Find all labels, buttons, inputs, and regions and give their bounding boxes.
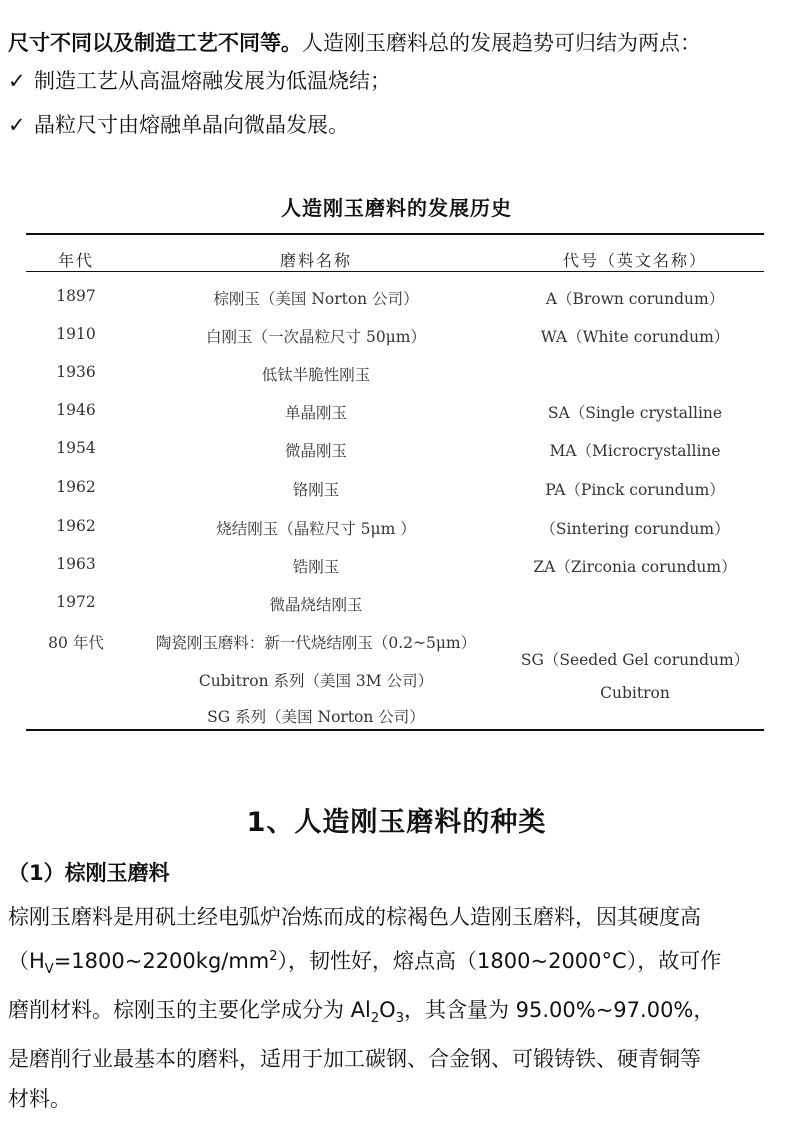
- bullet-item: [8, 110, 349, 140]
- merged-code-cell: Cubitron: [600, 684, 670, 702]
- section-title: 1、人造刚玉磨料的种类: [246, 807, 547, 838]
- table-row-year-cell: 1936: [56, 363, 96, 381]
- text-run: （H: [8, 949, 45, 973]
- intro-line: [8, 28, 701, 58]
- check-icon: ✓: [8, 113, 26, 137]
- table-top-rule: [26, 233, 764, 235]
- check-icon: ✓: [8, 69, 26, 93]
- text-run: ，其含量为 95.00%~97.00%，: [403, 998, 715, 1023]
- table-row-name-cell: 铬刚玉: [292, 481, 340, 499]
- table-row-name-cell: 微晶刚玉: [284, 442, 347, 460]
- table-row-year-cell: 1946: [56, 401, 96, 419]
- text-run: O: [379, 998, 396, 1023]
- column-header-code: 代号（英文名称）: [562, 251, 707, 270]
- table-row-code-cell: SA（Single crystalline: [547, 404, 723, 422]
- table-row-name-cell: Cubitron 系列（美国 3M 公司）: [198, 672, 434, 690]
- table-row-year-cell: 1972: [56, 593, 96, 611]
- bullet-item: [8, 66, 391, 96]
- subscript: 3: [395, 1011, 404, 1027]
- table-row-year-cell: 1897: [56, 287, 96, 305]
- subscript: 2: [370, 1011, 380, 1027]
- merged-code-cell: SG（Seeded Gel corundum）: [520, 651, 750, 669]
- table-row-year-cell: 1910: [56, 325, 96, 343]
- column-header-year: 年代: [57, 251, 94, 270]
- table-row-code-cell: A（Brown corundum）: [545, 290, 725, 308]
- table-row-year-cell: 1954: [56, 439, 96, 457]
- table-row-code-cell: （Sintering corundum）: [540, 520, 730, 538]
- table-row-code-cell: MA（Microcrystalline: [549, 442, 721, 460]
- paragraph-line: 材料。: [8, 1087, 71, 1112]
- table-row-year-cell: 1962: [56, 478, 96, 496]
- table-row-code-cell: ZA（Zirconia corundum）: [533, 558, 737, 576]
- body-paragraph: [8, 897, 793, 1119]
- text-run: =1800~2200kg/mm: [53, 949, 270, 973]
- text-run: ），韧性好，熔点高（1800~2000°C），故可作: [277, 949, 722, 973]
- table-bottom-rule: [26, 729, 764, 731]
- table-header-rule: [26, 271, 764, 272]
- table-row-name-cell: 烧结刚玉（晶粒尺寸 5μm ）: [216, 520, 416, 538]
- bullet-text: 晶粒尺寸由熔融单晶向微晶发展。: [34, 113, 349, 137]
- paragraph-line: 棕刚玉磨料是用矾土经电弧炉冶炼而成的棕褐色人造刚玉磨料，因其硬度高: [8, 905, 701, 929]
- table-row-name-cell: 微晶烧结刚玉: [269, 596, 363, 614]
- table-row-name-cell: 陶瓷刚玉磨料：新一代烧结刚玉（0.2~5μm）: [155, 634, 477, 652]
- table-row-name-cell: 棕刚玉（美国 Norton 公司）: [213, 290, 419, 308]
- table-row-name-cell: 白刚玉（一次晶粒尺寸 50μm）: [206, 328, 426, 346]
- table-row-name-cell: 单晶刚玉: [284, 404, 347, 422]
- table-row-code-cell: PA（Pinck corundum）: [545, 481, 725, 499]
- subscript: V: [44, 962, 54, 978]
- table-row-name-cell: 锆刚玉: [292, 558, 340, 576]
- subsection-title: （1）棕刚玉磨料: [8, 861, 170, 885]
- table-row-name-cell: SG 系列（美国 Norton 公司）: [207, 708, 425, 726]
- paragraph-line: 是磨削行业最基本的磨料，适用于加工碳钢、合金钢、可锻铸铁、硬青铜等: [8, 1047, 701, 1072]
- table-title: 人造刚玉磨料的发展历史: [281, 196, 512, 220]
- superscript: 2: [269, 949, 278, 964]
- table-row-year-cell: 80 年代: [48, 634, 104, 652]
- intro-bold: 尺寸不同以及制造工艺不同等。: [8, 31, 302, 55]
- table-row-code-cell: WA（White corundum）: [540, 328, 730, 346]
- text-run: 磨削材料。棕刚玉的主要化学成分为 Al: [8, 998, 371, 1023]
- bullet-text: 制造工艺从高温熔融发展为低温烧结；: [34, 69, 391, 93]
- table-row-year-cell: 1962: [56, 517, 96, 535]
- paragraph-line: [8, 990, 793, 1039]
- paragraph-line: [8, 937, 793, 990]
- intro-text: 人造刚玉磨料总的发展趋势可归结为两点：: [302, 31, 701, 55]
- column-header-name: 磨料名称: [279, 251, 352, 270]
- table-row-year-cell: 1963: [56, 555, 96, 573]
- table-row-name-cell: 低钛半脆性刚玉: [261, 366, 371, 384]
